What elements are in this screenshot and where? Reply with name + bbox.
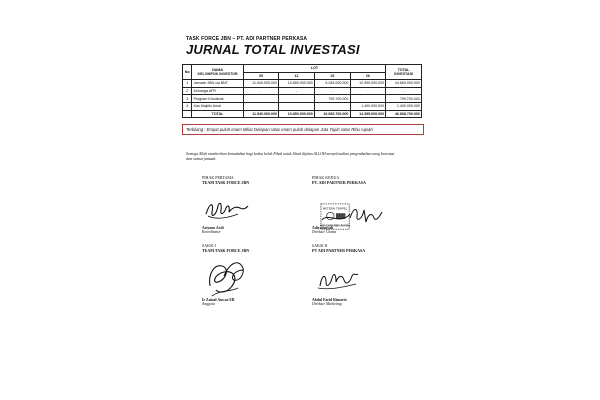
row-lot-value: - bbox=[314, 87, 350, 95]
witness-two-org: PT ADI PARTNER PERKASA bbox=[312, 247, 366, 253]
party-two-org: PT. ADI PARTNER PERKASA bbox=[312, 179, 366, 185]
row-lot-value: 799.700.000 bbox=[314, 95, 350, 103]
document-header: TASK FORCE JBN – PT. ADI PARTNER PERKASA bbox=[186, 36, 308, 42]
lot-col-header: 12 bbox=[279, 72, 315, 80]
row-name: Kas Majelis Amal bbox=[192, 102, 243, 110]
row-no: 1 bbox=[183, 80, 192, 88]
stamp-label: METERAI TEMPEL bbox=[322, 206, 348, 211]
table-row bbox=[183, 102, 422, 110]
witness-one-signature bbox=[204, 256, 252, 302]
witness-one-signer bbox=[202, 298, 234, 307]
col-name-header bbox=[192, 65, 243, 80]
party-one-block bbox=[202, 176, 249, 186]
col-total-header-top: TOTAL bbox=[397, 68, 410, 73]
witness-two-signature bbox=[316, 266, 362, 294]
party-one-signer bbox=[202, 226, 224, 235]
party-one-signature bbox=[202, 196, 252, 222]
party-one-signer-position: Koordinator bbox=[202, 230, 221, 235]
grand-total: 46.868.700.000 bbox=[386, 110, 422, 118]
row-lot-value: - bbox=[243, 87, 278, 95]
party-one-signer-name: Ariyono Ardi bbox=[202, 226, 224, 230]
total-label: TOTAL bbox=[192, 110, 243, 118]
witness-one-signer-position: Anggota bbox=[202, 302, 215, 307]
row-name: Program Khodimat bbox=[192, 95, 243, 103]
total-lot-value: 14.395.000.000 bbox=[350, 110, 386, 118]
lot-col-header: 26 bbox=[350, 72, 386, 80]
row-lot-value bbox=[350, 95, 386, 103]
row-lot-value: - bbox=[350, 87, 386, 95]
row-total: 44.669.000.000 bbox=[386, 80, 422, 88]
row-lot-value bbox=[243, 95, 278, 103]
witness-two-role: SAKSI II bbox=[312, 243, 328, 248]
col-name-header-top: NAMA bbox=[212, 68, 223, 73]
party-two-role: PIHAK KEDUA bbox=[312, 175, 340, 180]
party-two-signer-position: Direktur Utama bbox=[312, 230, 337, 235]
party-two-signer bbox=[312, 226, 336, 235]
amount-in-words: Terbilang : Empat puluh enam Miliar Delapan ratus enam puluh delapan Juta Tujuh ratus Ribu rupiah bbox=[182, 124, 424, 135]
witness-one-signer-name: Ir Zainal Anwar EB bbox=[202, 298, 235, 302]
party-two-block bbox=[312, 176, 366, 186]
row-no: 3 bbox=[183, 95, 192, 103]
col-lot-header: LOT bbox=[243, 65, 386, 73]
row-lot-value: 1.400.000.000 bbox=[350, 102, 386, 110]
row-no: 4 bbox=[183, 102, 192, 110]
row-total: 1.400.000.000 bbox=[386, 102, 422, 110]
col-total-header bbox=[386, 65, 422, 80]
table-row bbox=[183, 80, 422, 88]
witness-two-signer-name: Abdul Farid Rimario bbox=[312, 298, 347, 302]
party-one-role: PIHAK PERTAMA bbox=[202, 175, 234, 180]
table-total-row bbox=[183, 110, 422, 118]
stamp-code: 6000 ENAM RIBU RUPIAH bbox=[320, 224, 351, 228]
witness-one-role: SAKSI I bbox=[202, 243, 216, 248]
row-lot-value bbox=[243, 102, 278, 110]
total-no-cell bbox=[183, 110, 192, 118]
row-total: - bbox=[386, 87, 422, 95]
table-row bbox=[183, 95, 422, 103]
lot-col-header: 05 bbox=[243, 72, 278, 80]
investment-table bbox=[182, 64, 422, 118]
row-name: Keluarga AFR bbox=[192, 87, 243, 95]
col-total-header-bottom: INVESTASI bbox=[394, 72, 413, 77]
row-lot-value: 5.284.000.000 bbox=[314, 80, 350, 88]
row-total: 799.700.000 bbox=[386, 95, 422, 103]
lot-col-header: 19 bbox=[314, 72, 350, 80]
table-row bbox=[183, 87, 422, 95]
document-title: JURNAL TOTAL INVESTASI bbox=[186, 42, 360, 57]
row-name: Jamaah JBN via BNT bbox=[192, 80, 243, 88]
row-no: 2 bbox=[183, 87, 192, 95]
row-lot-value: 11.540.000.000 bbox=[243, 80, 278, 88]
document-page bbox=[172, 30, 430, 370]
row-lot-value: 10.850.000.000 bbox=[279, 80, 315, 88]
col-no-header: No bbox=[183, 65, 192, 80]
witness-two-signer bbox=[312, 298, 347, 307]
row-lot-value bbox=[314, 102, 350, 110]
closing-statement: Semoga Allah memberikan kemudahan bagi kedua belah Pihak untuk Jihad dijalan ALLOH menyelesaikan pengembalian uang Investasi dari semua jamaah. bbox=[186, 152, 395, 161]
party-two-signer-name: Adiyanasyah bbox=[312, 226, 334, 230]
total-lot-value: 10.850.000.000 bbox=[279, 110, 315, 118]
witness-one-org: TEAM TASK FORCE JBN bbox=[202, 247, 250, 253]
party-two-signature bbox=[348, 202, 384, 226]
row-lot-value bbox=[279, 102, 315, 110]
row-lot-value: 12.995.000.000 bbox=[350, 80, 386, 88]
witness-two-block bbox=[312, 244, 365, 254]
row-lot-value: - bbox=[279, 87, 315, 95]
col-name-header-bottom: KELOMPOK INVESTOR bbox=[197, 72, 238, 77]
party-one-org: TEAM TASK FORCE JBN bbox=[202, 179, 250, 185]
total-lot-value: 11.540.000.000 bbox=[243, 110, 278, 118]
table-header-row bbox=[183, 65, 422, 73]
row-lot-value bbox=[279, 95, 315, 103]
witness-two-signer-position: Direktur Marketing bbox=[312, 302, 342, 307]
total-lot-value: 10.083.700.000 bbox=[314, 110, 350, 118]
witness-one-block bbox=[202, 244, 249, 254]
